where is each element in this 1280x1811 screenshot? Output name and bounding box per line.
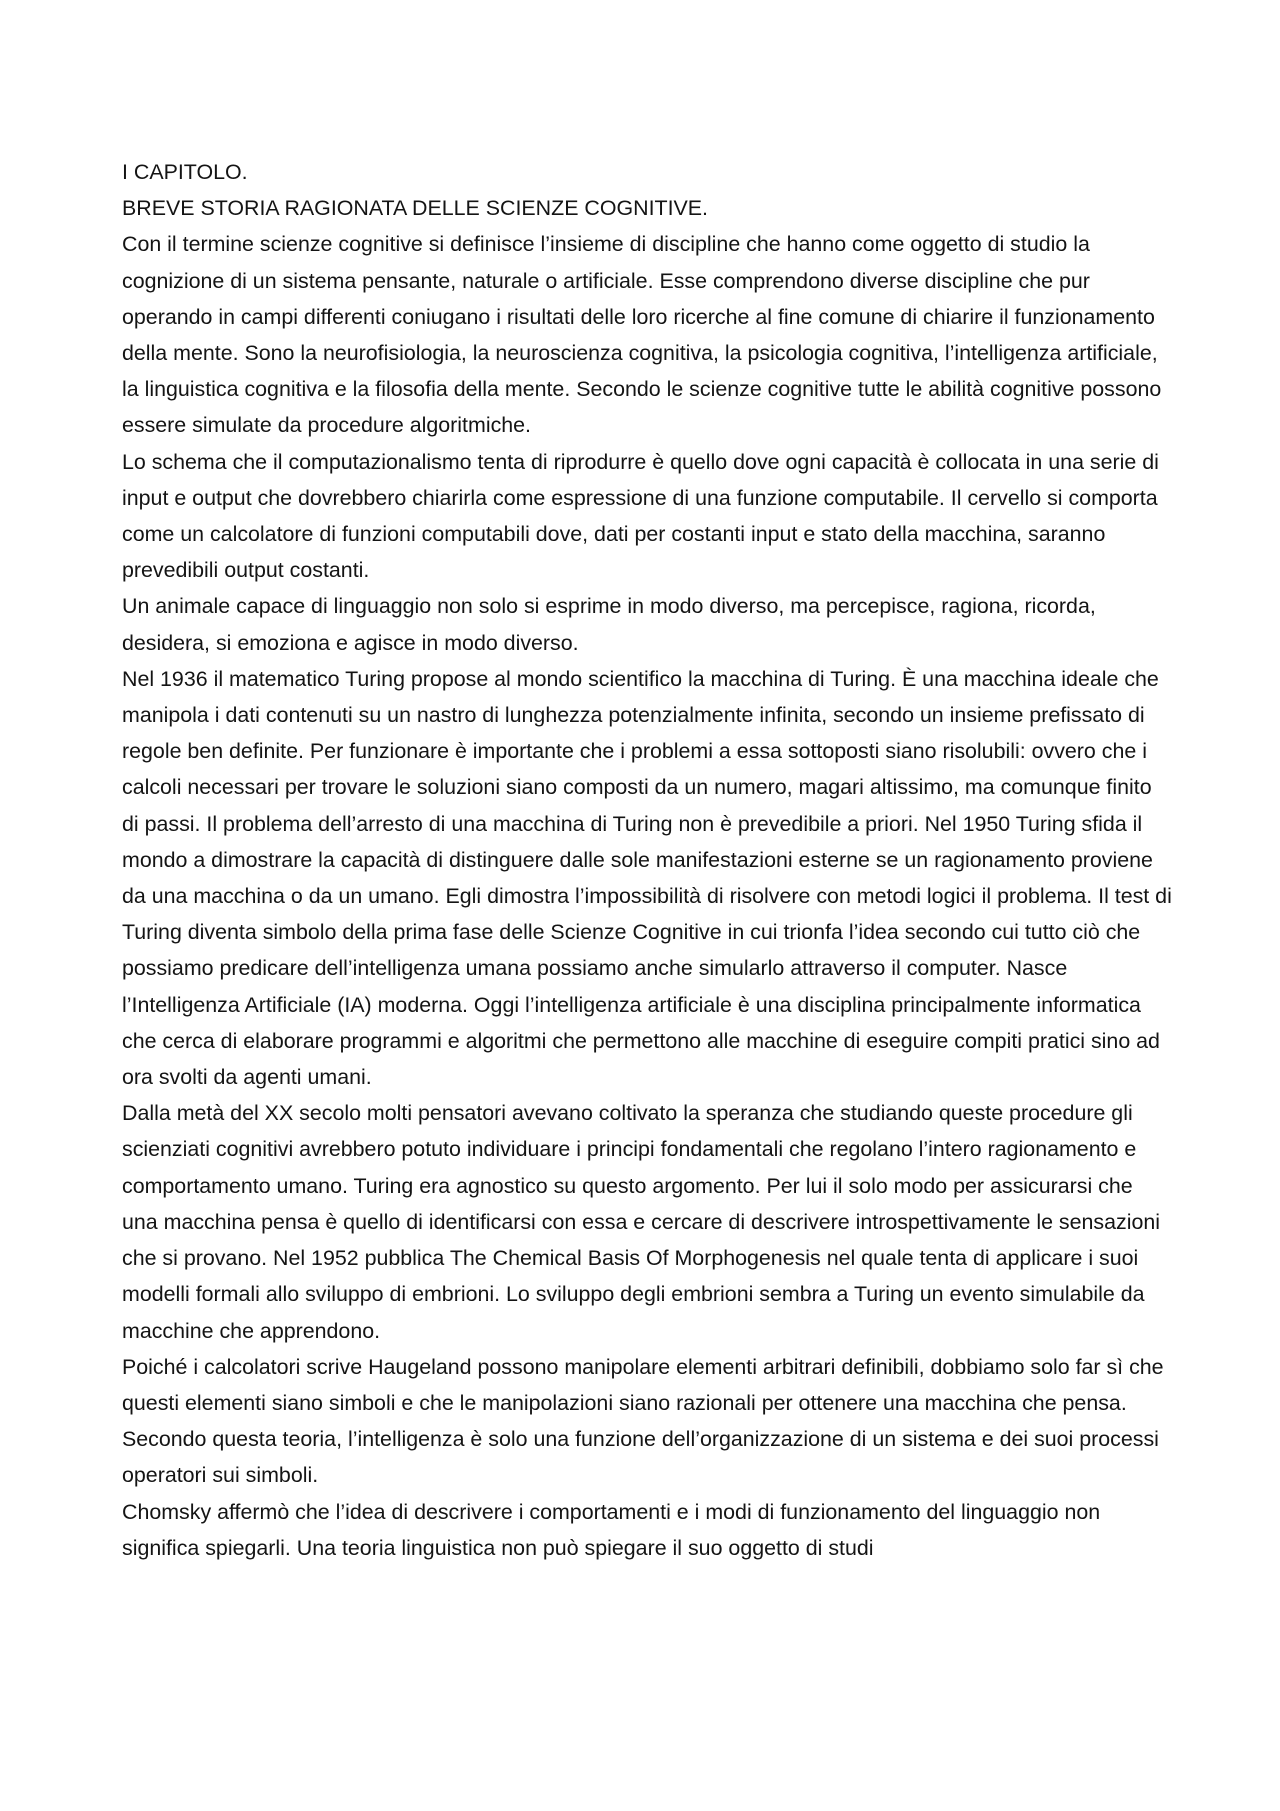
paragraph-language-animal: Un animale capace di linguaggio non solo si esprime in modo diverso, ma percepisce, ragiona, ricorda, desidera, si emoziona e agisce in modo diverso. bbox=[122, 594, 1096, 655]
document-body bbox=[122, 154, 1172, 1566]
paragraph-haugeland: Poiché i calcolatori scrive Haugeland possono manipolare elementi arbitrari definibili, dobbiamo solo far sì che questi elementi siano simboli e che le manipolazioni siano razionali per ottenere una macchina che pensa. Secondo questa teoria, l’intelligenza è solo una funzione dell’organizzazione di un sistema e dei suoi processi operatori sui simboli. bbox=[122, 1354, 1164, 1488]
paragraph-mid-century: Dalla metà del XX secolo molti pensatori avevano coltivato la speranza che studiando queste procedure gli scienziati cognitivi avrebbero potuto individuare i principi fondamentali che regolano l’intero ragionamento e comportamento umano. Turing era agnostico su questo argomento. Per lui il solo modo per assicurarsi che una macchina pensa è quello di identificarsi con essa e cercare di descrivere introspettivamente le sensazioni che si provano. Nel 1952 pubblica The Chemical Basis Of Morphogenesis nel quale tenta di applicare i suoi modelli formali allo sviluppo di embrioni. Lo sviluppo degli embrioni sembra a Turing un evento simulabile da macchine che apprendono. bbox=[122, 1101, 1161, 1343]
paragraph-cognitive-sciences: Con il termine scienze cognitive si definisce l’insieme di discipline che hanno come oggetto di studio la cognizione di un sistema pensante, naturale o artificiale. Esse comprendono diverse discipline che pur operando in campi differenti coniugano i risultati delle loro ricerche al fine comune di chiarire il funzionamento della mente. Sono la neurofisiologia, la neuroscienza cognitiva, la psicologia cognitiva, l’intelligenza artificiale, la linguistica cognitiva e la filosofia della mente. Secondo le scienze cognitive tutte le abilità cognitive possono essere simulate da procedure algoritmiche. bbox=[122, 232, 1162, 438]
chapter-title: BREVE STORIA RAGIONATA DELLE SCIENZE COGNITIVE. bbox=[122, 196, 709, 221]
chapter-heading: I CAPITOLO. bbox=[122, 160, 248, 184]
paragraph-computationalism: Lo schema che il computazionalismo tenta di riprodurre è quello dove ogni capacità è collocata in una serie di input e output che dovrebbero chiarirla come espressione di una funzione computabile. Il cervello si comporta come un calcolatore di funzioni computabili dove, dati per costanti input e stato della macchina, saranno prevedibili output costanti. bbox=[122, 449, 1159, 583]
paragraph-turing-machine: Nel 1936 il matematico Turing propose al mondo scientifico la macchina di Turing. È una macchina ideale che manipola i dati contenuti su un nastro di lunghezza potenzialmente infinita, secondo un insieme prefissato di regole ben definite. Per funzionare è importante che i problemi a essa sottoposti siano risolubili: ovvero che i calcoli necessari per trovare le soluzioni siano composti da un numero, magari altissimo, ma comunque finito di passi. Il problema dell’arresto di una macchina di Turing non è prevedibile a priori. Nel 1950 Turing sfida il mondo a dimostrare la capacità di distinguere dalle sole manifestazioni esterne se un ragionamento proviene da una macchina o da un umano. Egli dimostra l’impossibilità di risolvere con metodi logici il problema. Il test di Turing diventa simbolo della prima fase delle Scienze Cognitive in cui trionfa l’idea secondo cui tutto ciò che possiamo predicare dell’intelligenza umana possiamo anche simularlo attraverso il computer. Nasce l’Intelligenza Artificiale (IA) moderna. Oggi l’intelligenza artificiale è una disciplina principalmente informatica che cerca di elaborare programmi e algoritmi che permettono alle macchine di eseguire compiti pratici sino ad ora svolti da agenti umani. bbox=[122, 666, 1172, 1090]
paragraph-chomsky: Chomsky affermò che l’idea di descrivere i comportamenti e i modi di funzionamento del linguaggio non significa spiegarli. Una teoria linguistica non può spiegare il suo oggetto di studi bbox=[122, 1499, 1101, 1560]
